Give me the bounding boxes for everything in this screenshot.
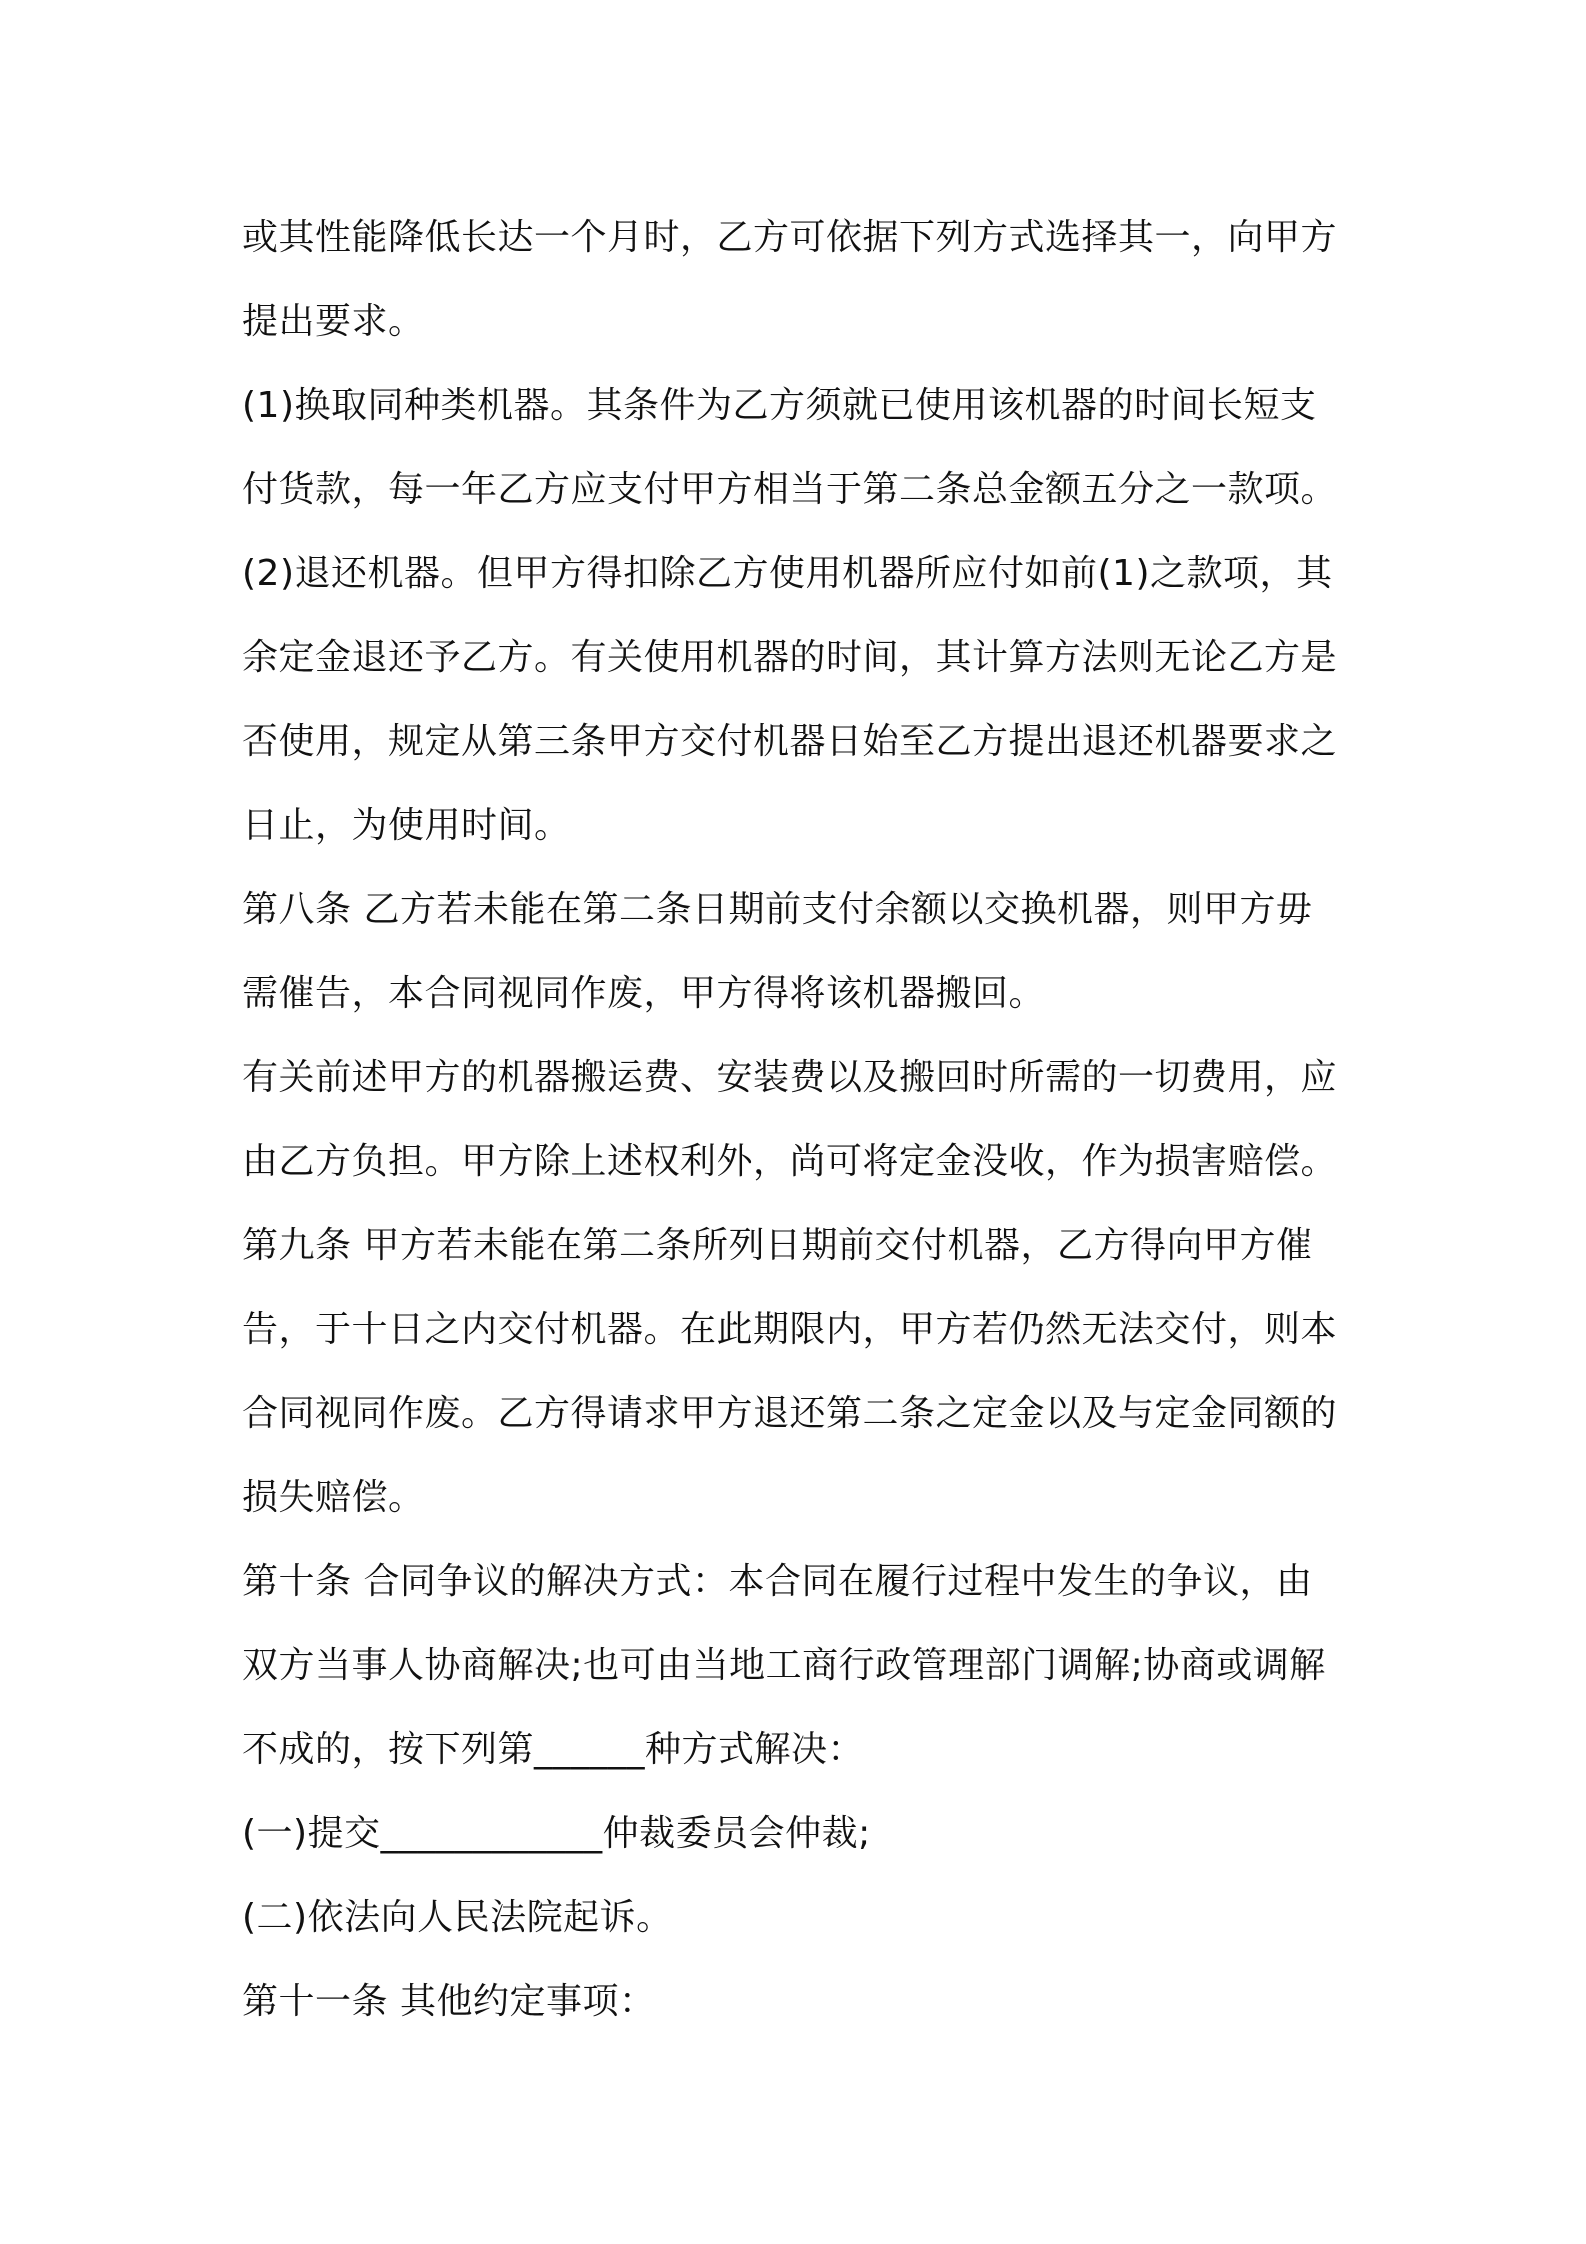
article-10-heading-line: 第十条 合同争议的解决方式：本合同在履行过程中发生的争议，由 <box>242 1561 1313 1602</box>
text-line: 付货款，每一年乙方应支付甲方相当于第二条总金额五分之一款项。 <box>242 469 1338 510</box>
article-8-heading-line: 第八条 乙方若未能在第二条日期前支付余额以交换机器，则甲方毋 <box>242 889 1313 930</box>
text-line: 否使用，规定从第三条甲方交付机器日始至乙方提出退还机器要求之 <box>242 721 1338 762</box>
text-line: 由乙方负担。甲方除上述权利外，尚可将定金没收，作为损害赔偿。 <box>242 1141 1338 1182</box>
text-line: 或其性能降低长达一个月时，乙方可依据下列方式选择其一，向甲方 <box>242 217 1338 258</box>
text-line: 双方当事人协商解决;也可由当地工商行政管理部门调解;协商或调解 <box>242 1645 1326 1686</box>
text-line: 需催告，本合同视同作废，甲方得将该机器搬回。 <box>242 973 1046 1014</box>
text-line: 有关前述甲方的机器搬运费、安装费以及搬回时所需的一切费用，应 <box>242 1057 1338 1098</box>
option-1-line: (一)提交____________仲裁委员会仲裁; <box>242 1813 871 1854</box>
article-11-heading-line: 第十一条 其他约定事项： <box>242 1981 656 2022</box>
text-line: (1)换取同种类机器。其条件为乙方须就已使用该机器的时间长短支 <box>242 385 1317 426</box>
text-line: 余定金退还予乙方。有关使用机器的时间，其计算方法则无论乙方是 <box>242 637 1338 678</box>
text-line: 损失赔偿。 <box>242 1477 425 1518</box>
text-line: (2)退还机器。但甲方得扣除乙方使用机器所应付如前(1)之款项，其 <box>242 553 1333 594</box>
article-9-heading-line: 第九条 甲方若未能在第二条所列日期前交付机器，乙方得向甲方催 <box>242 1225 1313 1266</box>
text-line: 日止，为使用时间。 <box>242 805 571 846</box>
text-line: 不成的，按下列第______种方式解决： <box>242 1729 865 1770</box>
text-line: 告，于十日之内交付机器。在此期限内，甲方若仍然无法交付，则本 <box>242 1309 1338 1350</box>
text-line: 合同视同作废。乙方得请求甲方退还第二条之定金以及与定金同额的 <box>242 1393 1338 1434</box>
text-line: 提出要求。 <box>242 301 425 342</box>
option-2-line: (二)依法向人民法院起诉。 <box>242 1897 673 1938</box>
contract-text <box>242 196 1362 2044</box>
